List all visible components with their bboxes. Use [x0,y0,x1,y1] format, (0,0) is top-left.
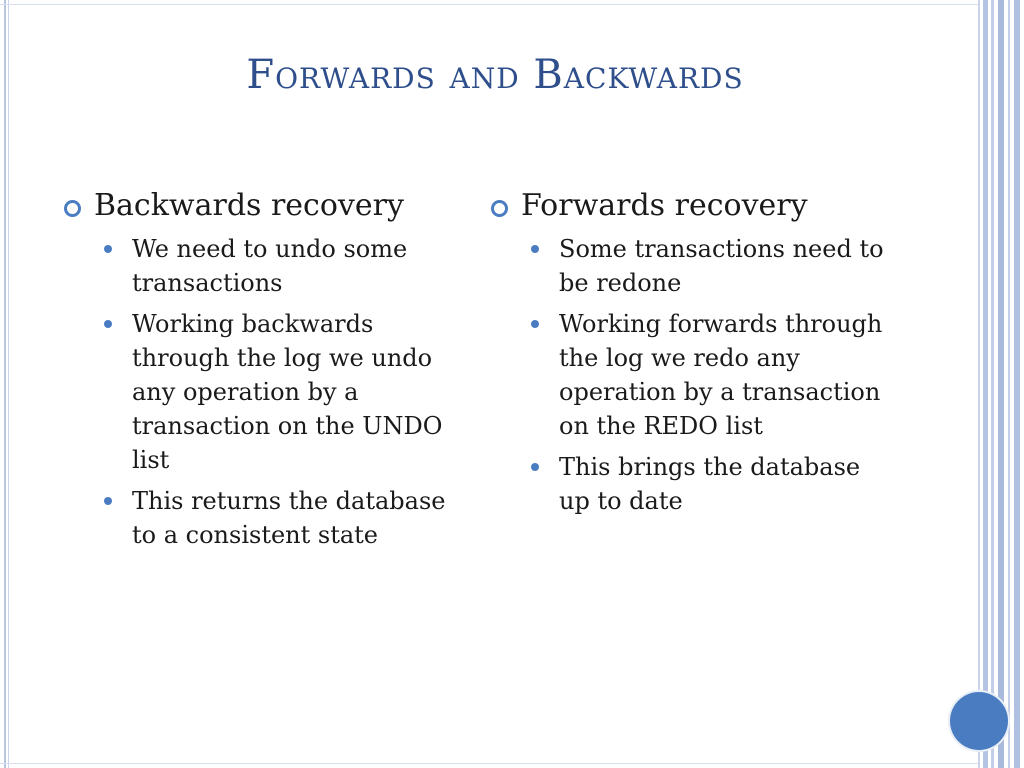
list-item [531,450,891,518]
left-border-line [4,0,6,768]
list-item [104,307,464,477]
list-item-text: Working forwards through the log we redo any operation by a transaction on the REDO list [559,310,883,440]
list-item-text: This brings the database up to date [559,453,861,515]
list-item-text: This returns the database to a consistent state [132,487,446,549]
dot-bullet-icon [104,320,112,328]
ring-bullet-icon [64,200,81,217]
right-stripe [998,0,1004,768]
slide-title: Forwards and Backwards [246,52,744,98]
top-border-line [0,4,984,5]
right-stripe [1014,0,1020,768]
bullet-list [491,232,891,518]
list-item-text: Some transactions need to be redone [559,235,884,297]
right-stripe [991,0,994,768]
list-item [531,307,891,443]
corner-circle-decoration [950,692,1008,750]
list-item-text: We need to undo some transactions [132,235,408,297]
dot-bullet-icon [531,320,539,328]
column-heading-row [64,186,464,226]
column-heading: Backwards recovery [94,188,404,223]
column-forwards-recovery [491,186,891,525]
bottom-border-line [0,763,984,764]
list-item [104,232,464,300]
column-heading: Forwards recovery [521,188,808,223]
list-item [104,484,464,552]
dot-bullet-icon [531,463,539,471]
dot-bullet-icon [104,497,112,505]
right-stripe [978,0,980,768]
column-backwards-recovery [64,186,464,559]
bullet-list [64,232,464,552]
right-stripe [1008,0,1010,768]
right-stripe [983,0,988,768]
left-border-line-inner [8,0,9,768]
ring-bullet-icon [491,200,508,217]
dot-bullet-icon [104,245,112,253]
list-item [531,232,891,300]
column-heading-row [491,186,891,226]
dot-bullet-icon [531,245,539,253]
list-item-text: Working backwards through the log we undo any operation by a transaction on the UNDO list [132,310,443,474]
